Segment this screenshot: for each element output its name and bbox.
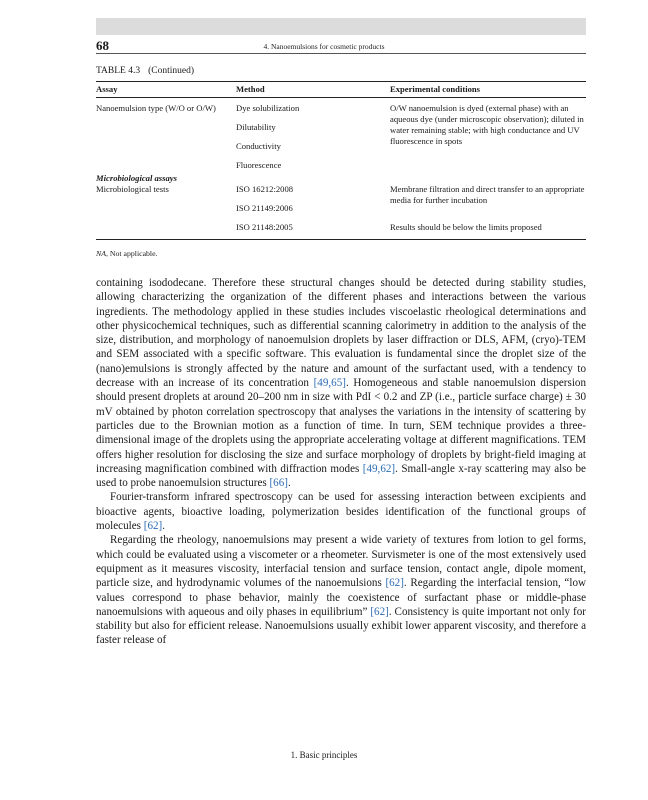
text-run: . Homogeneous and stable nanoemulsion dispersion should present droplets at around 20–200 nm in size with PdI < 0.2 and ZP (i.e., particle surface charge) ± 30 mV obtained by photon correlation spectroscopy that analyses the variations in the intensity of scattering by particles due to the Brownian motion as a function of time. In turn, SEM technique provides a three-dimensional image of the droplets using the appropriate accelerating voltage at different magnifications. TEM offers higher resolution for disclosing the size and surface morphology of droplets by bright-field imaging at increasing magnification combined with diffraction modes <box>96 377 586 475</box>
table-header-rule <box>96 97 586 98</box>
paragraph <box>96 276 586 490</box>
condition-a: Membrane filtration and direct transfer to an appropriate media for further incubation <box>390 184 585 205</box>
method-item: Conductivity <box>236 141 281 151</box>
text-run: . <box>287 477 291 490</box>
method-item: ISO 21148:2005 <box>236 222 293 232</box>
method-item: Dilutability <box>236 122 276 132</box>
text-run: . Consistency is quite important not only for stability but also for efficient release. Nanoemulsions usually exhibit lower apparent viscosity, and therefore a faster release of <box>96 605 586 647</box>
citation-link[interactable]: [66] <box>269 477 288 490</box>
page-number: 68 <box>96 38 109 53</box>
text-run: . Small-angle x-ray scattering may also be used to probe nanoemulsion structures <box>96 462 586 490</box>
section-row <box>96 173 586 184</box>
cell-conditions <box>390 184 586 236</box>
cell-methods <box>236 184 390 236</box>
table-caption <box>96 66 194 76</box>
method-item: Fluorescence <box>236 160 282 170</box>
cell-methods <box>236 103 390 172</box>
cell-assay: Nanoemulsion type (W/O or O/W) <box>96 103 216 113</box>
citation-link[interactable]: [62] <box>143 520 163 533</box>
body-text <box>96 276 586 648</box>
citation-link[interactable]: [62] <box>385 577 404 590</box>
method-item: ISO 16212:2008 <box>236 184 294 194</box>
text-run: Fourier-transform infrared spectroscopy can be used for assessing interaction between excipients and bioactive agents, bioactive loading, polymerization besides identification of the functional groups of molecules <box>96 491 586 533</box>
table-bottom-rule <box>96 239 586 240</box>
text-run: . Regarding the interfacial tension, “low values correspond to phase behavior, mainly the coexistence of surfactant phase or middle-phase nanoemulsions with aqueous and oily phases in equilibrium” <box>96 577 586 618</box>
citation-link[interactable]: [49,62] <box>362 462 396 475</box>
page-footer: 1. Basic principles <box>290 750 358 760</box>
section-label: Microbiological assays <box>96 173 177 183</box>
table-header-row <box>96 82 586 97</box>
paragraph <box>96 490 586 533</box>
condition-b: Results should be below the limits proposed <box>390 222 542 232</box>
method-item: ISO 21149:2006 <box>236 203 293 213</box>
footnote-text: Not applicable. <box>107 249 158 258</box>
text-run: Regarding the rheology, nanoemulsions may present a wide variety of textures from lotion to gel forms, which could be evaluated using a viscometer or a rheometer. Survismeter is one of the most extensively used equipment as it measures viscosity, interfacial tension and surface tension, contact angle, dipole moment, particle size, and hydrodynamic volumes of the nanoemulsions <box>96 534 586 590</box>
data-table <box>96 81 586 240</box>
method-item: Dye solubilization <box>236 103 300 113</box>
table-footnote <box>96 249 158 258</box>
text-run: containing isododecane. Therefore these structural changes should be detected during stability studies, allowing characterizing the organization of the different phases and interactions between the various ingredients. The methodology applied in these studies includes viscoelastic rheological determinations and other physicochemical techniques, such as differential scanning calorimetry in addition to the analysis of the size, distribution, and morphology of nanoemulsion droplets by laser diffraction or DLS, AFM, (cryo)-TEM and SEM associated with a specific software. This evaluation is fundamental since the droplet size of the (nano)emulsions is strongly affected by the nature and amount of the surfactant used, with a tendency to decrease with an increase of its concentration <box>96 277 586 390</box>
text-run: . <box>162 520 166 533</box>
paragraph <box>96 533 586 647</box>
table-row <box>96 184 586 236</box>
table-label: TABLE 4.3 <box>96 66 141 76</box>
table-row <box>96 103 586 172</box>
cell-conditions: O/W nanoemulsion is dyed (external phase) with an aqueous dye (under microscopic observation); diluted in water remaining stable; with high conductance and UV fluorescence in spots <box>390 103 584 146</box>
header-rule <box>96 53 586 54</box>
running-head: 4. Nanoemulsions for cosmetic products <box>263 42 385 51</box>
col-header-method: Method <box>236 84 265 94</box>
citation-link[interactable]: [49,65] <box>313 377 346 390</box>
col-header-assay: Assay <box>96 84 118 94</box>
cell-assay: Microbiological tests <box>96 184 169 194</box>
footnote-abbr: NA, <box>96 249 108 258</box>
citation-link[interactable]: [62] <box>370 605 389 618</box>
top-grey-bar <box>96 18 586 35</box>
col-header-conditions: Experimental conditions <box>390 84 480 94</box>
table-continued: (Continued) <box>148 66 195 76</box>
